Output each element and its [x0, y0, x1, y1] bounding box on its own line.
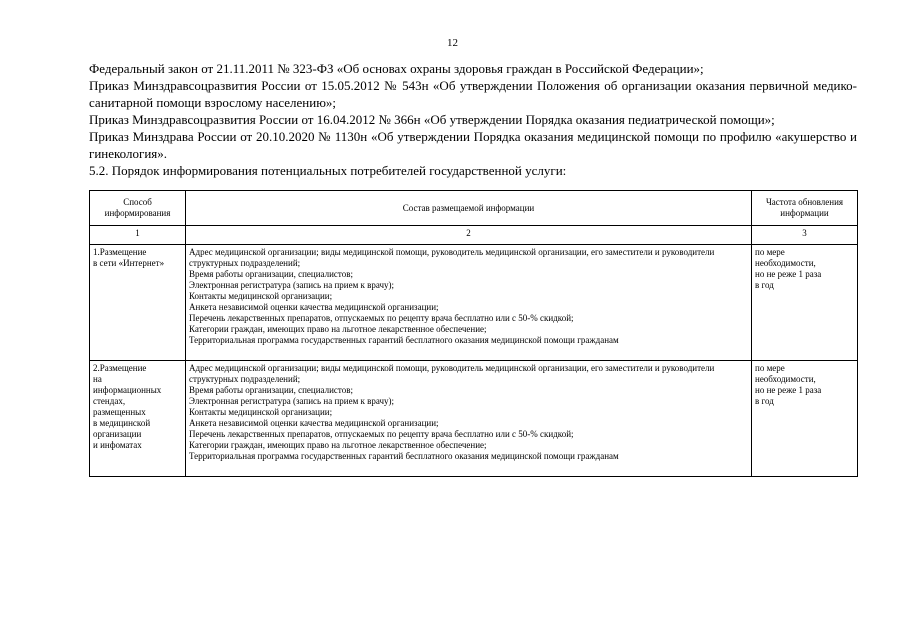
row-info [186, 361, 752, 477]
row-method: 1.Размещение в сети «Интернет» [90, 245, 186, 361]
info-line: Перечень лекарственных препаратов, отпускаемых по рецепту врача бесплатно или с 50-% скидкой; [189, 313, 574, 323]
row-method: 2.Размещение на информационных стендах, размещенных в медицинской организации и инфоматах [90, 361, 186, 477]
info-line: Перечень лекарственных препаратов, отпускаемых по рецепту врача бесплатно или с 50-% скидкой; [189, 429, 574, 439]
table-header-row [90, 191, 858, 226]
table-column-numbers-row [90, 226, 858, 245]
paragraph-order-543n: Приказ Минздравсоцразвития России от 15.05.2012 № 543н «Об утверждении Положения об организации оказания первичной медико-санитарной помощи взрослому населению»; [89, 78, 857, 110]
info-line: Контакты медицинской организации; [189, 407, 333, 417]
header-frequency: Частота обновления информации [752, 191, 858, 226]
info-line: Категории граждан, имеющих право на льготное лекарственное обеспечение; [189, 440, 487, 450]
column-number: 3 [752, 226, 858, 245]
header-method: Способ информирования [90, 191, 186, 226]
paragraph-federal-law: Федеральный закон от 21.11.2011 № 323-ФЗ «Об основах охраны здоровья граждан в Российской Федерации»; [89, 61, 704, 76]
table-row [90, 361, 858, 477]
page-number: 12 [447, 37, 458, 49]
info-line: Адрес медицинской организации; виды медицинской помощи, руководитель медицинской организации, его заместители и руководители структурных подразделений; [189, 247, 715, 268]
informing-table [89, 190, 858, 477]
info-line: Электронная регистратура (запись на прием к врачу); [189, 396, 395, 406]
table-row [90, 245, 858, 361]
info-line: Электронная регистратура (запись на прием к врачу); [189, 280, 395, 290]
info-line: Время работы организации, специалистов; [189, 385, 353, 395]
body-text [89, 60, 857, 179]
column-number: 1 [90, 226, 186, 245]
info-line: Контакты медицинской организации; [189, 291, 333, 301]
info-line: Территориальная программа государственных гарантий бесплатного оказания медицинской помощи гражданам [189, 451, 619, 461]
row-frequency: по мере необходимости, но не реже 1 раза в год [752, 361, 858, 477]
header-info: Состав размещаемой информации [186, 191, 752, 226]
info-line: Категории граждан, имеющих право на льготное лекарственное обеспечение; [189, 324, 487, 334]
section-heading-5-2: 5.2. Порядок информирования потенциальных потребителей государственной услуги: [89, 163, 567, 178]
row-frequency: по мере необходимости, но не реже 1 раза в год [752, 245, 858, 361]
info-line: Территориальная программа государственных гарантий бесплатного оказания медицинской помощи гражданам [189, 335, 619, 345]
info-line: Время работы организации, специалистов; [189, 269, 353, 279]
info-line: Адрес медицинской организации; виды медицинской помощи, руководитель медицинской организации, его заместители и руководители структурных подразделений; [189, 363, 715, 384]
row-info [186, 245, 752, 361]
info-line: Анкета независимой оценки качества медицинской организации; [189, 302, 439, 312]
info-line: Анкета независимой оценки качества медицинской организации; [189, 418, 439, 428]
paragraph-order-1130n: Приказ Минздрава России от 20.10.2020 № 1130н «Об утверждении Порядка оказания медицинской помощи по профилю «акушерство и гинекология». [89, 129, 857, 161]
paragraph-order-366n: Приказ Минздравсоцразвития России от 16.04.2012 № 366н «Об утверждении Порядка оказания педиатрической помощи»; [89, 112, 775, 127]
column-number: 2 [186, 226, 752, 245]
